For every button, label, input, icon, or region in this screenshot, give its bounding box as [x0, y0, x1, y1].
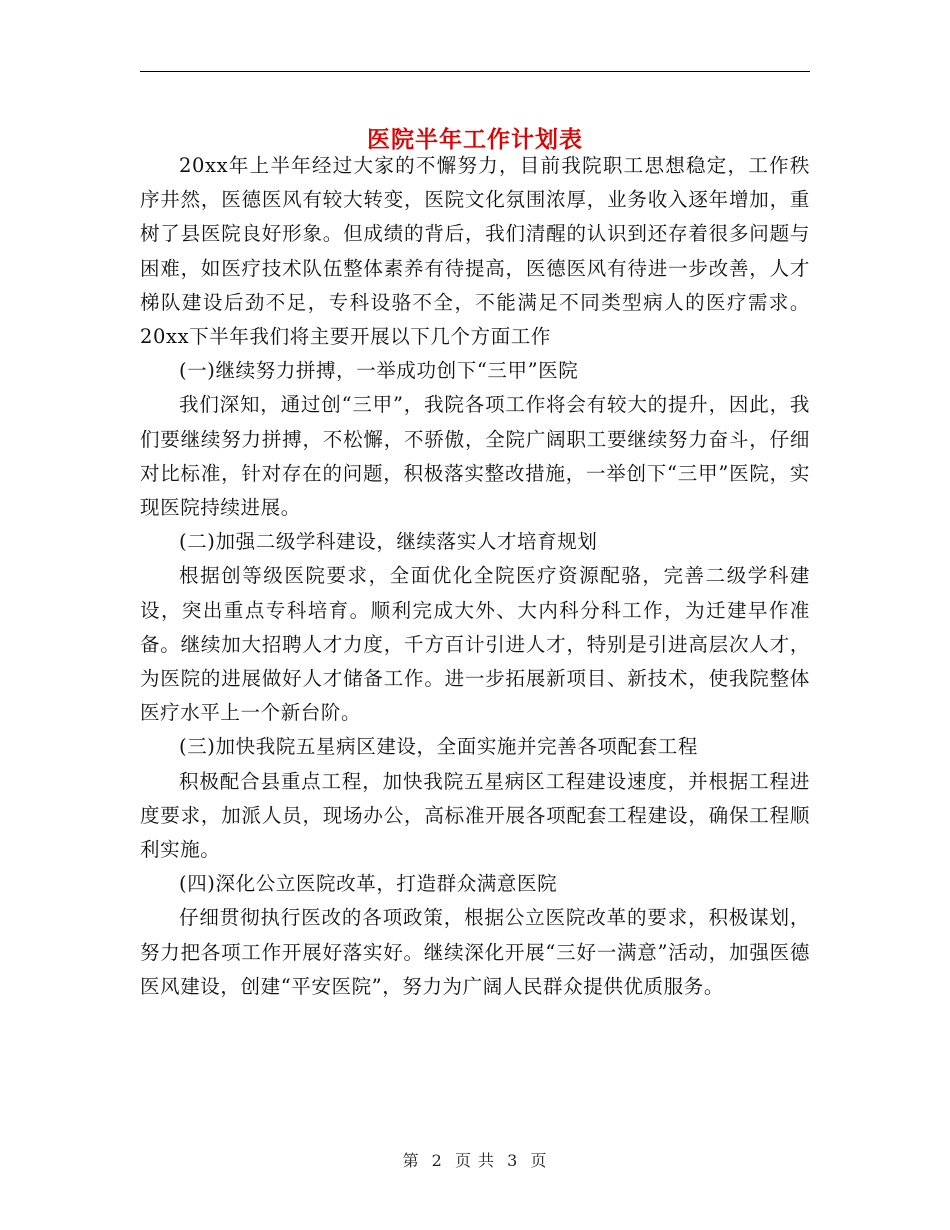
page-footer — [0, 1150, 950, 1172]
section-paragraph-4: 仔细贯彻执行医改的各项政策，根据公立医院改革的要求，积极谋划，努力把各项工作开展好落实好。继续深化开展“三好一满意”活动，加强医德医风建设，创建“平安医院”，努力为广阔人民群众提供优质服务。 — [140, 906, 810, 998]
section-heading-3: (三)加快我院五星病区建设，全面实施并完善各项配套工程 — [179, 735, 698, 759]
footer-page-number: 2 — [431, 1151, 443, 1170]
section-heading-1: (一)继续努力拼搏，一举成功创下“三甲”医院 — [179, 359, 579, 383]
footer-total-pages: 3 — [507, 1151, 519, 1170]
section-heading-4: (四)深化公立医院改革，打造群众满意医院 — [179, 872, 558, 896]
intro-paragraph: 20xx年上半年经过大家的不懈努力，目前我院职工思想稳定，工作秩序井然，医德医风有较大转变，医院文化氛围浓厚，业务收入逐年增加，重树了县医院良好形象。但成绩的背后，我们清醒的认识到还存着很多问题与困难，如医疗技术队伍整体素养有待提高，医德医风有待进一步改善，人才梯队建设后劲不足，专科设骆不全，不能满足不同类型病人的医疗需求。20xx下半年我们将主要开展以下几个方面工作 — [140, 154, 810, 349]
section-heading-2: (二)加强二级学科建设，继续落实人才培育规划 — [179, 530, 598, 554]
document-body — [140, 149, 810, 1004]
footer-middle: 页 共 — [454, 1151, 496, 1170]
section-paragraph-2: 根据创等级医院要求，全面优化全院医疗资源配骆，完善二级学科建设，突出重点专科培育。顺利完成大外、大内科分科工作，为迁建早作准备。继续加大招聘人才力度，千方百计引进人才，特别是引进高层次人才，为医院的进展做好人才储备工作。进一步拓展新项目、新技术，使我院整体医疗水平上一个新台阶。 — [140, 564, 810, 725]
footer-prefix: 第 — [402, 1151, 420, 1170]
section-paragraph-3: 积极配合县重点工程，加快我院五星病区工程建设速度，并根据工程进度要求，加派人员，现场办公，高标准开展各项配套工程建设，确保工程顺利实施。 — [140, 769, 810, 862]
section-paragraph-1: 我们深知，通过创“三甲”，我院各项工作将会有较大的提升，因此，我们要继续努力拼搏，不松懈，不骄傲，全院广阔职工要继续努力奋斗，仔细对比标准，针对存在的问题，积极落实整改措施，一举创下“三甲”医院，实现医院持续进展。 — [140, 393, 810, 520]
header-rule — [140, 71, 810, 72]
footer-suffix: 页 — [530, 1151, 548, 1170]
document-title: 医院半年工作计划表 — [367, 126, 583, 154]
